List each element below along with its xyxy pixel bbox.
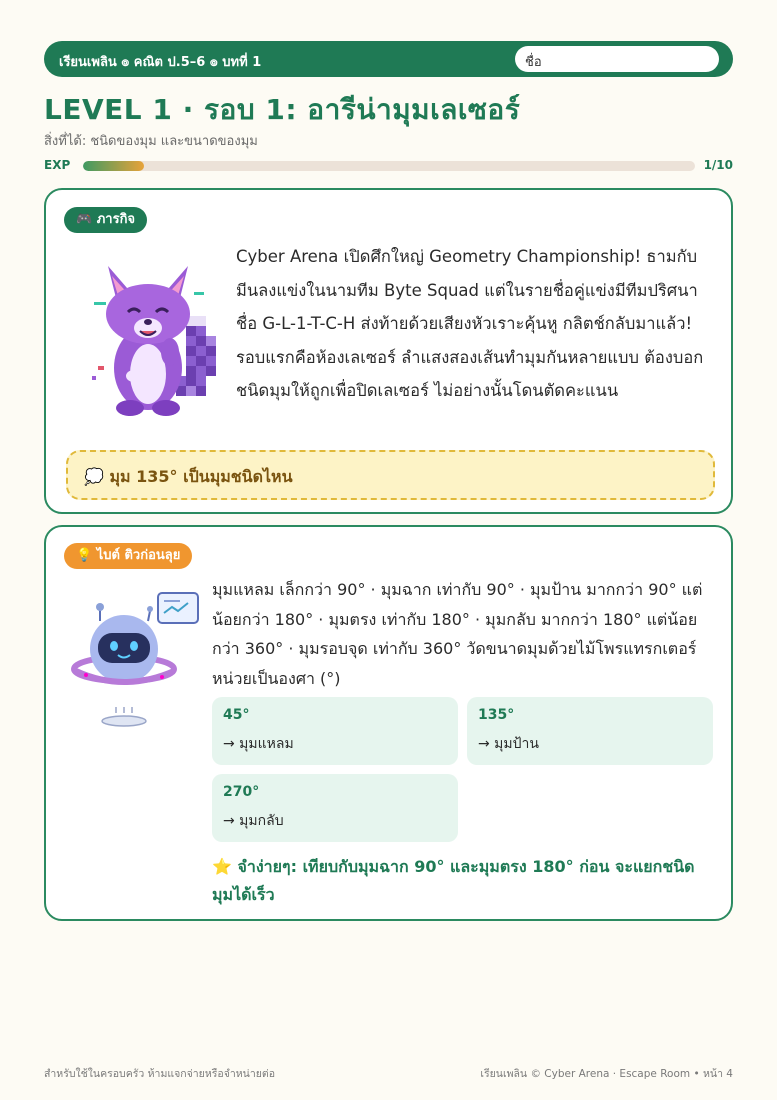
mission-badge: 🎮 ภารกิจ [64, 207, 147, 233]
page-title: LEVEL 1 · รอบ 1: อารีน่ามุมเลเซอร์ [44, 93, 521, 126]
example-angle: 135° [478, 707, 515, 723]
memory-tip: ⭐ จำง่ายๆ: เทียบกับมุมฉาก 90° และมุมตรง 180° ก่อน จะแยกชนิดมุมได้เร็ว [212, 857, 695, 904]
example-angle: 270° [223, 784, 260, 800]
fox-mascot-icon [90, 256, 230, 428]
robot-mascot-icon [70, 591, 202, 731]
course-label: เรียนเพลิน ๏ คณิต ป.5–6 ๏ บทที่ 1 [59, 55, 262, 70]
footer-page-info: เรียนเพลิน © Cyber Arena · Escape Room • หน้า 4 [480, 1068, 733, 1080]
exp-count: 1/10 [703, 158, 733, 172]
mission-card [44, 188, 733, 514]
example-card [467, 697, 713, 765]
example-angle: 45° [223, 707, 250, 723]
exp-progress-fill [83, 161, 144, 171]
example-card [212, 697, 458, 765]
example-type: → มุมกลับ [223, 813, 284, 829]
exp-progress-bar [83, 161, 695, 171]
example-type: → มุมแหลม [223, 736, 294, 752]
name-label: ชื่อ [525, 55, 542, 70]
hint-badge: 💡 ไบต์ ติวก่อนลุย [64, 543, 192, 569]
example-card [212, 774, 458, 842]
hint-card [44, 525, 733, 921]
header-bar [44, 41, 733, 77]
footer-usage-note: สำหรับใช้ในครอบครัว ห้ามแจกจ่ายหรือจำหน่ายต่อ [44, 1068, 276, 1080]
learning-objective: สิ่งที่ได้: ชนิดของมุม และขนาดของมุม [44, 134, 258, 149]
question-text: 💭 มุม 135° เป็นมุมชนิดไหน [84, 467, 293, 486]
exp-label: EXP [44, 158, 71, 172]
hint-explanation: มุมแหลม เล็กกว่า 90° · มุมฉาก เท่ากับ 90° · มุมป้าน มากกว่า 90° แต่น้อยกว่า 180° · มุมตรง เท่ากับ 180° · มุมกลับ มากกว่า 180° แต่น้อยกว่า 360° · มุมรอบจุด เท่ากับ 360° วัดขนาดมุมด้วยไม้โพรแทรกเตอร์ หน่วยเป็นองศา (°) [212, 580, 703, 688]
question-box [66, 450, 715, 500]
mission-story: Cyber Arena เปิดศึกใหญ่ Geometry Championship! ธามกับมีนลงแข่งในนามทีม Byte Squad แต่ในรายชื่อคู่แข่งมีทีมปริศนาชื่อ G-L-1-T-C-H ส่งท้ายด้วยเสียงหัวเราะคุ้นหู กลิตช์กลับมาแล้ว! รอบแรกคือห้องเลเซอร์ ลำแสงสองเส้นทำมุมกันหลายแบบ ต้องบอกชนิดมุมให้ถูกเพื่อปิดเลเซอร์ ไม่อย่างนั้นโดนตัดคะแนน [236, 247, 704, 400]
name-field[interactable] [515, 46, 719, 72]
example-type: → มุมป้าน [478, 736, 539, 752]
